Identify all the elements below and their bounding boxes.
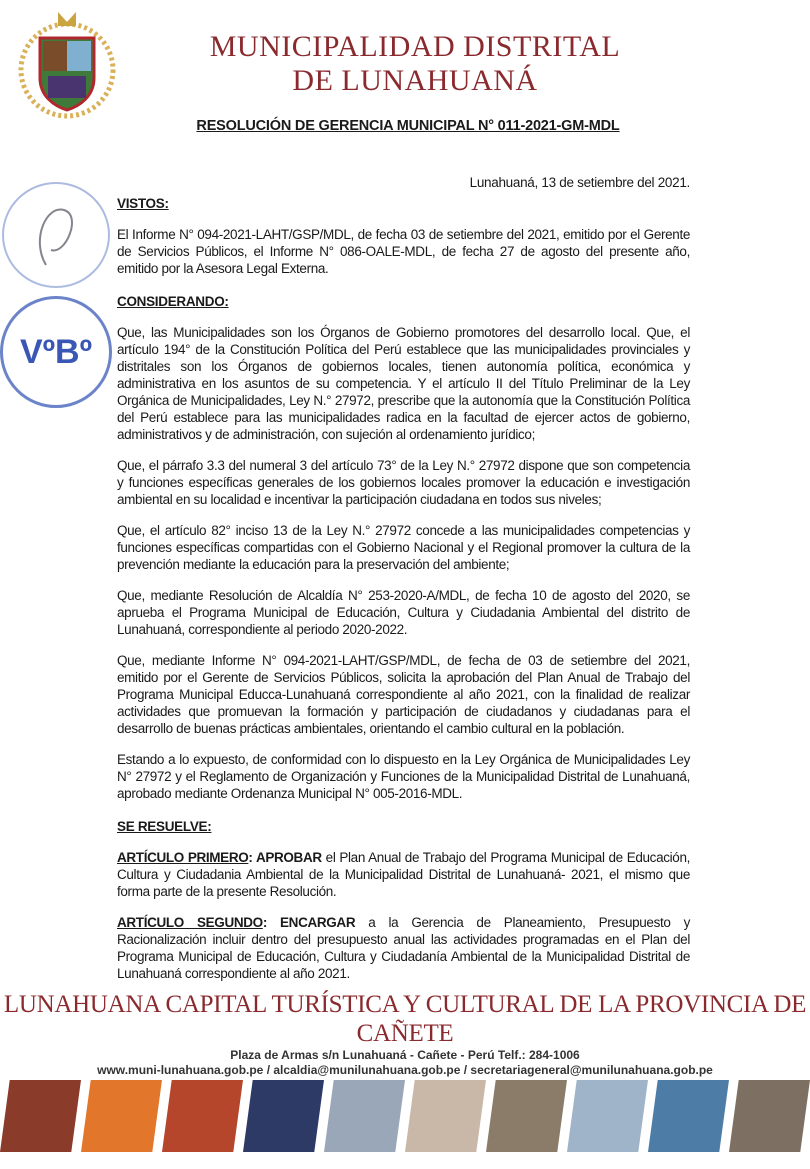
vistos-heading: VISTOS: <box>117 196 169 211</box>
vobo-text: VºBº <box>19 332 93 371</box>
document-footer <box>0 990 810 1152</box>
footer-photo-strip <box>0 1080 810 1152</box>
article-first: ARTÍCULO PRIMERO: APROBAR el Plan Anual de Trabajo del Programa Municipal de Educación, Cultura y Ciudadania Ambiental de la Municipalidad Distrital de Lunahuaná- 2021, el mismo que forma parte de la presente Resolución. <box>117 850 691 899</box>
footer-address: Plaza de Armas s/n Lunahuaná - Cañete - Perú Telf.: 284-1006 <box>230 1048 580 1062</box>
article-text: a la Gerencia de Planeamiento, Presupuesto y Racionalización incluir dentro del presupuesto anual las actividades programadas en el Plan del Programa Municipal de Educación, Cultura y Ciudadanía Ambiental de la Municipalidad Distrital de Lunahuaná correspondiente al año 2021. <box>117 915 691 981</box>
considerando-paragraph: Que, el párrafo 3.3 del numeral 3 del artículo 73° de la Ley N.° 27972 dispone que son competencia y funciones específicas generales de los gobiernos locales promover la educación e investigación ambiental en su localidad e incentivar la participación ciudadana en todos sus niveles; <box>117 458 690 507</box>
resolution-title: RESOLUCIÓN DE GERENCIA MUNICIPAL N° 011-2021-GM-MDL <box>196 118 620 134</box>
considerando-paragraph: Que, mediante Informe N° 094-2021-LAHT/GSP/MDL, de fecha de 03 de setiembre del 2021, emitido por el Gerente de Servicios Públicos, solicita la aprobación del Plan Anual de Trabajo del Programa Municipal Educca-Lunahuaná correspondiente al año 2021, con la finalidad de realizar actividades que promuevan la formación y participación de ciudadanos y ciudadanas para el desarrollo de buenas prácticas ambientales, orientando el cambio cultural en la población. <box>117 653 690 736</box>
document-date: Lunahuaná, 13 de setiembre del 2021. <box>469 175 690 190</box>
document-body <box>117 174 690 982</box>
article-verb: ENCARGAR <box>280 915 356 930</box>
considerando-paragraph: Que, mediante Resolución de Alcaldía N° 253-2020-A/MDL, de fecha 10 de agosto del 2020, se aprueba el Programa Municipal de Educación, Cultura y Ciudadania Ambiental del distrito de Lunahuaná, correspondiente al periodo 2020-2022. <box>117 588 690 637</box>
considerando-paragraph: Que, las Municipalidades son los Órganos de Gobierno promotores del desarrollo local. Que, el artículo 194° de la Constitución Política del Perú establece que las municipalidades provinciales y distritales son los Órganos de gobiernos locales, tienen autonomía política, económica y administrativa en los asuntos de su competencia. Y el artículo II del Título Preliminar de la Ley Orgánica de Municipalidades, Ley N.° 27972, prescribe que la autonomía que la Constitución Política del Perú establece para las municipalidades radica en la facultad de ejercer actos de gobierno, administrativos y de administración, con sujeción al ordenamiento jurídico; <box>117 325 690 442</box>
document-header <box>0 0 810 168</box>
municipality-subtitle: DE LUNAHUANÁ <box>292 64 538 97</box>
municipal-crest-logo <box>18 8 116 128</box>
footer-web-links: www.muni-lunahuana.gob.pe / alcaldia@munilunahuana.gob.pe / secretariageneral@munilunahuana.gob.pe <box>97 1063 713 1077</box>
gerencia-municipal-stamp <box>2 182 110 288</box>
article-verb: APROBAR <box>255 850 322 865</box>
footer-slogan: LUNAHUANA CAPITAL TURÍSTICA Y CULTURAL DE LA PROVINCIA DE CAÑETE <box>3 991 807 1047</box>
article-label: ARTÍCULO PRIMERO <box>117 850 249 865</box>
vistos-paragraph: El Informe N° 094-2021-LAHT/GSP/MDL, de fecha 03 de setiembre del 2021, emitido por el Gerente de Servicios Públicos, el Informe N° 086-OALE-MDL, de fecha 27 de agosto del presente año, emitido por la Asesora Legal Externa. <box>117 227 690 276</box>
article-second: ARTÍCULO SEGUNDO: ENCARGAR a la Gerencia de Planeamiento, Presupuesto y Racionalización incluir dentro del presupuesto anual las actividades programadas en el Plan del Programa Municipal de Educación, Cultura y Ciudadanía Ambiental de la Municipalidad Distrital de Lunahuaná correspondiente al año 2021. <box>117 915 691 981</box>
municipality-title: MUNICIPALIDAD DISTRITAL <box>209 30 621 63</box>
considerando-heading: CONSIDERANDO: <box>117 294 229 309</box>
se-resuelve-heading: SE RESUELVE: <box>117 819 212 834</box>
article-text: el Plan Anual de Trabajo del Programa Municipal de Educación, Cultura y Ciudadania Ambiental de la Municipalidad Distrital de Lunahuaná- 2021, el mismo que forma parte de la presente Resolución. <box>117 850 691 899</box>
considerando-paragraph: Estando a lo expuesto, de conformidad con lo dispuesto en la Ley Orgánica de Municipalidades Ley N° 27972 y el Reglamento de Organización y Funciones de la Municipalidad Distrital de Lunahuaná, aprobado mediante Ordenanza Municipal N° 005-2016-MDL. <box>117 752 690 801</box>
article-label: ARTÍCULO SEGUNDO <box>117 915 263 930</box>
considerando-paragraph: Que, el artículo 82° inciso 13 de la Ley N.° 27972 concede a las municipalidades competencias y funciones específicas compartidas con el Gobierno Nacional y el Regional promover la cultura de la prevención mediante la educación para la preservación del ambiente; <box>117 523 690 572</box>
vobo-stamp <box>0 296 112 408</box>
